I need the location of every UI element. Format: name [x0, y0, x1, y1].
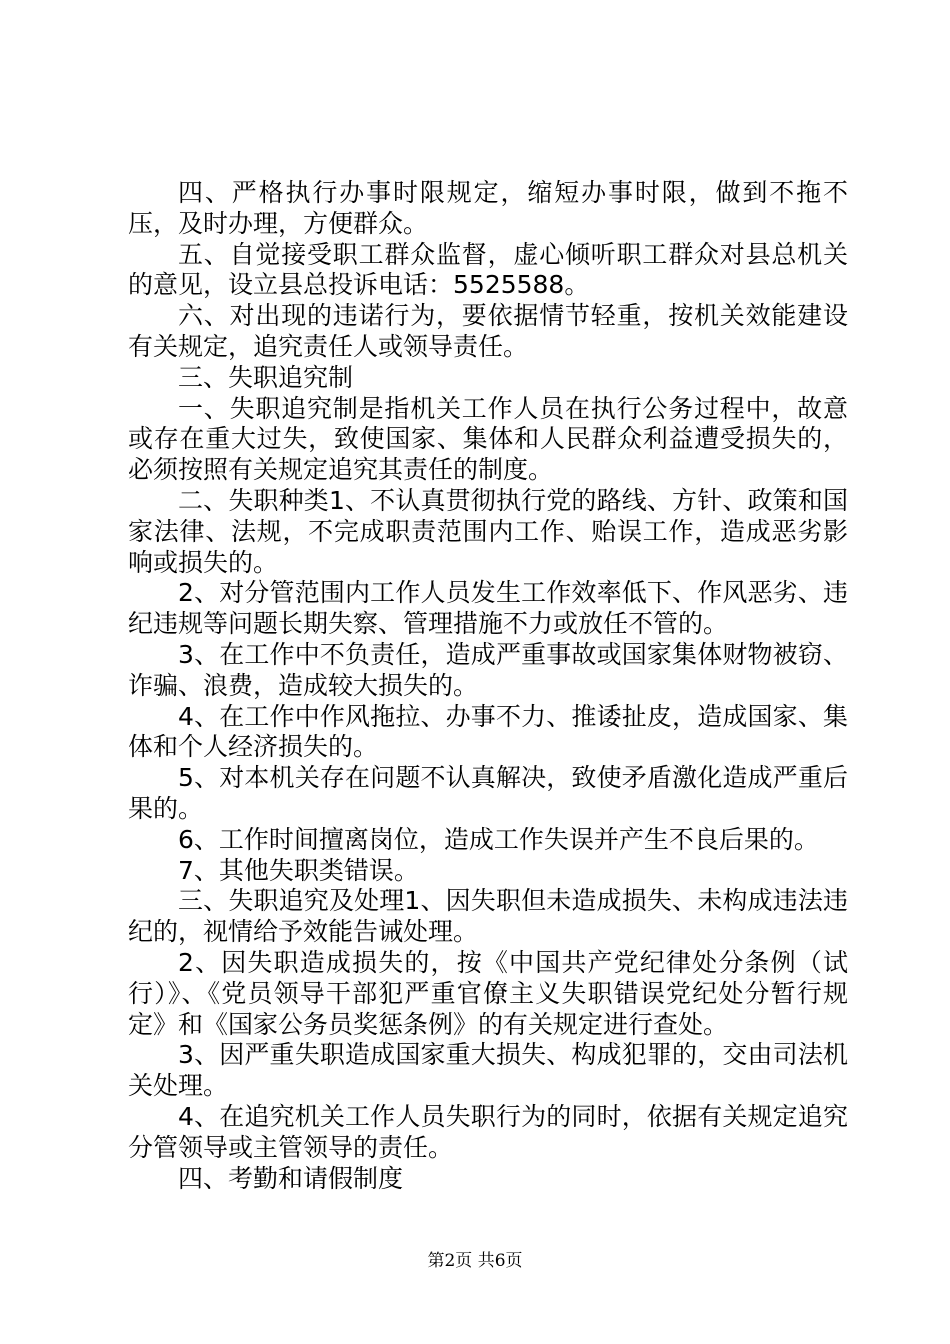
- paragraph: 4、在追究机关工作人员失职行为的同时，依据有关规定追究分管领导或主管领导的责任。: [128, 1101, 848, 1162]
- section-heading: 四、考勤和请假制度: [178, 1163, 404, 1193]
- paragraph: 一、失职追究制是指机关工作人员在执行公务过程中，故意或存在重大过失，致使国家、集体和人民群众利益遭受损失的，必须按照有关规定追究其责任的制度。: [128, 393, 848, 485]
- paragraph: 3、在工作中不负责任，造成严重事故或国家集体财物被窃、诈骗、浪费，造成较大损失的。: [128, 639, 848, 700]
- document-body: [128, 178, 848, 1194]
- paragraph: 二、失职种类1、不认真贯彻执行党的路线、方针、政策和国家法律、法规，不完成职责范围内工作、贻误工作，造成恶劣影响或损失的。: [128, 485, 848, 577]
- paragraph: 五、自觉接受职工群众监督，虚心倾听职工群众对县总机关的意见，设立县总投诉电话：5525588。: [128, 239, 848, 300]
- paragraph: 4、在工作中作风拖拉、办事不力、推诿扯皮，造成国家、集体和个人经济损失的。: [128, 701, 848, 762]
- paragraph: 6、工作时间擅离岗位，造成工作失误并产生不良后果的。: [178, 824, 819, 854]
- paragraph: 3、因严重失职造成国家重大损失、构成犯罪的，交由司法机关处理。: [128, 1040, 848, 1101]
- section-heading: 三、失职追究制: [178, 362, 354, 392]
- paragraph: 5、对本机关存在问题不认真解决，致使矛盾激化造成严重后果的。: [128, 763, 848, 823]
- page-number-footer: 第2页 共6页: [427, 1251, 523, 1271]
- paragraph: 2、对分管范围内工作人员发生工作效率低下、作风恶劣、违纪违规等问题长期失察、管理措施不力或放任不管的。: [128, 578, 848, 639]
- paragraph: 四、严格执行办事时限规定，缩短办事时限，做到不拖不压，及时办理，方便群众。: [128, 178, 848, 238]
- paragraph: 三、失职追究及处理1、因失职但未造成损失、未构成违法违纪的，视情给予效能告诫处理。: [128, 886, 848, 947]
- paragraph: 六、对出现的违诺行为，要依据情节轻重，按机关效能建设有关规定，追究责任人或领导责任。: [128, 301, 848, 361]
- paragraph: 2、因失职造成损失的，按《中国共产党纪律处分条例（试行）》、《党员领导干部犯严重官僚主义失职错误党纪处分暂行规定》和《国家公务员奖惩条例》的有关规定进行查处。: [128, 947, 848, 1039]
- paragraph: 7、其他失职类错误。: [178, 855, 419, 885]
